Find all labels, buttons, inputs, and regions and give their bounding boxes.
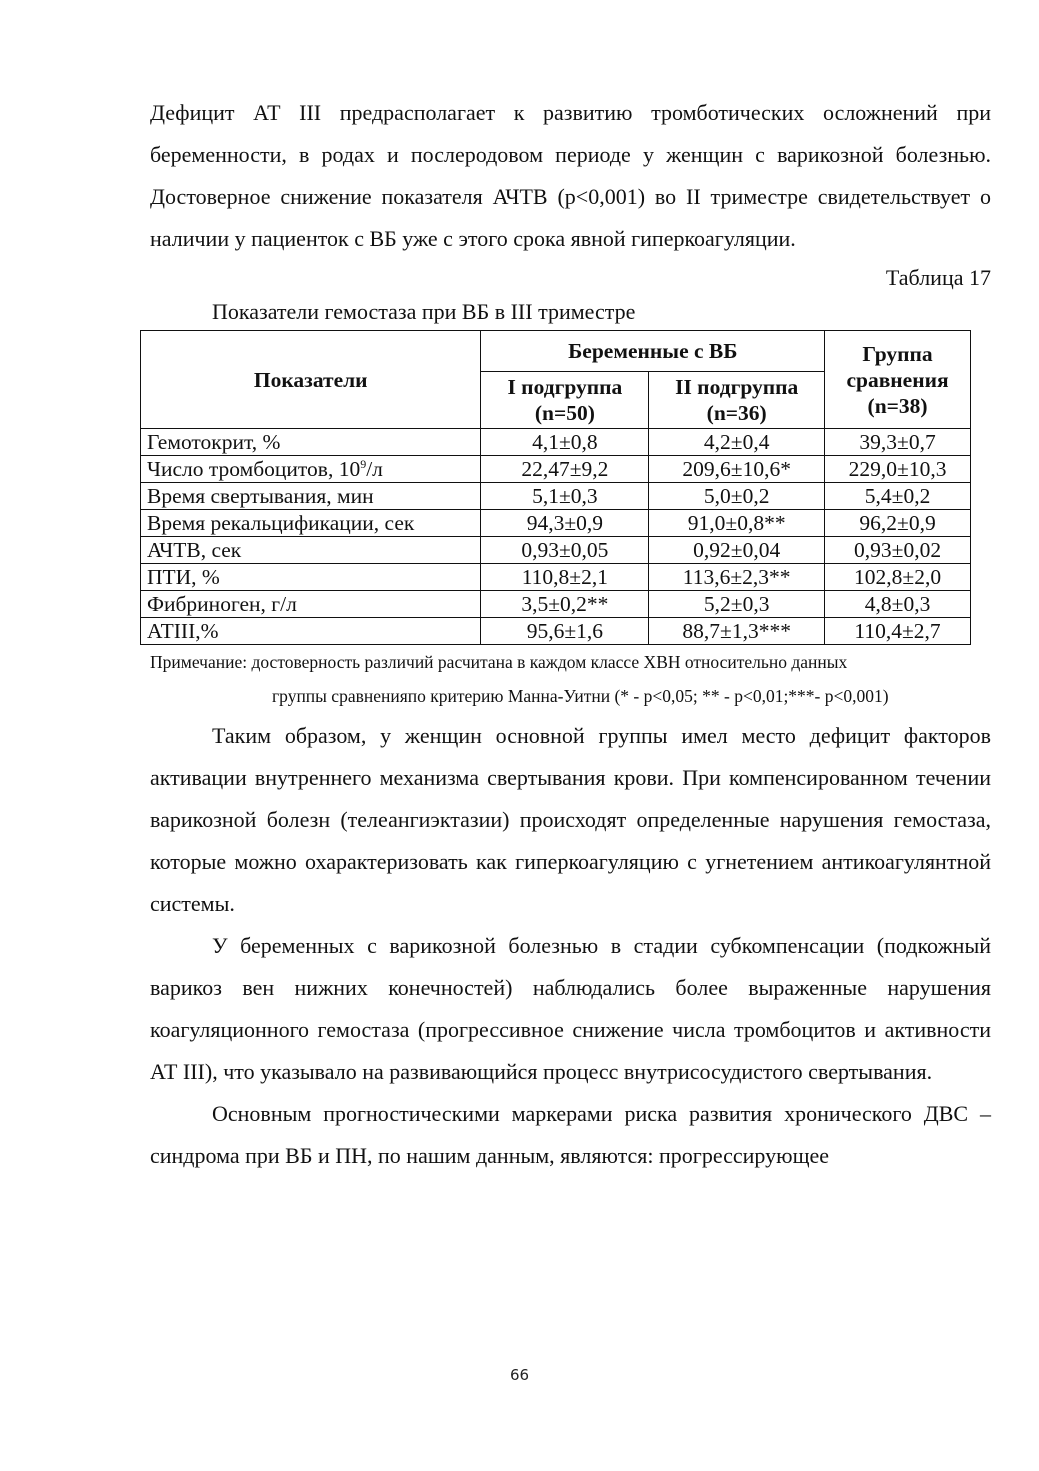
cell-sub2: 0,92±0,04: [649, 537, 825, 564]
cell-sub1: 3,5±0,2**: [481, 591, 649, 618]
table-note: [150, 645, 991, 713]
header-sub1: [481, 372, 649, 429]
cell-compare: 110,4±2,7: [825, 618, 971, 645]
paragraph-3: У беременных с варикозной болезнью в стадии субкомпенсации (подкожный варикоз вен нижних конечностей) наблюдались более выраженные нарушения коагуляционного гемостаза (прогрессивное снижение числа тромбоцитов и активности АТ III), что указывало на развивающийся процесс внутрисосудистого свертывания.: [150, 933, 991, 1084]
header-sub1-label: I подгруппа: [507, 375, 623, 399]
cell-sub1: 0,93±0,05: [481, 537, 649, 564]
cell-compare: 0,93±0,02: [825, 537, 971, 564]
row-label: ПТИ, %: [141, 564, 481, 591]
header-sub2: [649, 372, 825, 429]
header-compare-line1: Группа: [862, 341, 933, 366]
header-compare-n: (n=38): [867, 393, 928, 418]
table-note-first-line: Примечание: достоверность различий расчитана в каждом классе ХВН относительно данных: [150, 652, 848, 672]
cell-sub1: 5,1±0,3: [481, 483, 649, 510]
cell-sub1: 4,1±0,8: [481, 429, 649, 456]
row-label: Фибриноген, г/л: [141, 591, 481, 618]
cell-compare: 102,8±2,0: [825, 564, 971, 591]
document-page: [147, 92, 991, 1177]
table-row: [141, 456, 971, 483]
cell-sub1: 110,8±2,1: [481, 564, 649, 591]
paragraph-2: Таким образом, у женщин основной группы имел место дефицит факторов активации внутреннего механизма свертывания крови. При компенсированном течении варикозной болезн (телеангиэктазии) происходят определенные нарушения гемостаза, которые можно охарактеризовать как гиперкоагуляцию с угнетением антикоагулянтной системы.: [150, 723, 991, 916]
row-label: [141, 456, 481, 483]
cell-compare: 5,4±0,2: [825, 483, 971, 510]
table-row: [141, 537, 971, 564]
table-row: [141, 483, 971, 510]
table-header-row-1: [141, 331, 971, 372]
table-row: [141, 564, 971, 591]
header-compare: [825, 331, 971, 429]
cell-sub2: 5,2±0,3: [649, 591, 825, 618]
row-label-exponent: 9: [360, 456, 367, 471]
row-label-text: Число тромбоцитов, 10: [147, 457, 361, 481]
paragraph-4: Основным прогностическими маркерами риска развития хронического ДВС – синдрома при ВБ и ПН, по нашим данным, являются: прогрессирующее: [150, 1101, 991, 1168]
page-number: 66: [509, 1366, 530, 1384]
table-row: [141, 429, 971, 456]
table-row: [141, 591, 971, 618]
cell-sub2: 5,0±0,2: [649, 483, 825, 510]
row-label: АЧТВ, сек: [141, 537, 481, 564]
cell-compare: 229,0±10,3: [825, 456, 971, 483]
cell-compare: 4,8±0,3: [825, 591, 971, 618]
row-label: Гемотокрит, %: [141, 429, 481, 456]
header-compare-line2: сравнения: [846, 367, 949, 392]
table-number: Таблица 17: [885, 265, 991, 290]
cell-sub2: 88,7±1,3***: [649, 618, 825, 645]
row-label: АТIII,%: [141, 618, 481, 645]
table-note-continuation: группы сравненияпо критерию Манна-Уитни (* - р<0,05; ** - р<0,01;***- р<0,001): [272, 686, 889, 706]
paragraph-1: Дефицит АТ III предрасполагает к развитию тромботических осложнений при беременности, в родах и послеродовом периоде у женщин с варикозной болезнью. Достоверное снижение показателя АЧТВ (р<0,001) во II триместре свидетельствует о наличии у пациенток с ВБ уже с этого срока явной гиперкоагуляции.: [150, 100, 991, 251]
header-pregnant: Беременные с ВБ: [481, 331, 825, 372]
cell-sub2: 113,6±2,3**: [649, 564, 825, 591]
header-sub1-n: (n=50): [534, 401, 595, 425]
cell-sub1: 22,47±9,2: [481, 456, 649, 483]
row-label: Время свертывания, мин: [141, 483, 481, 510]
table-title: Показатели гемостаза при ВБ в III триместре: [212, 299, 636, 324]
header-indicators: Показатели: [141, 331, 481, 429]
row-label-unit: /л: [366, 457, 383, 481]
hemostasis-table: [140, 330, 971, 645]
header-sub2-n: (n=36): [706, 401, 767, 425]
cell-sub2: 209,6±10,6*: [649, 456, 825, 483]
table-row: [141, 510, 971, 537]
header-sub2-label: II подгруппа: [675, 375, 799, 399]
cell-sub2: 4,2±0,4: [649, 429, 825, 456]
cell-compare: 96,2±0,9: [825, 510, 971, 537]
cell-sub1: 95,6±1,6: [481, 618, 649, 645]
row-label: Время рекальцификации, сек: [141, 510, 481, 537]
cell-compare: 39,3±0,7: [825, 429, 971, 456]
cell-sub1: 94,3±0,9: [481, 510, 649, 537]
table-row: [141, 618, 971, 645]
cell-sub2: 91,0±0,8**: [649, 510, 825, 537]
